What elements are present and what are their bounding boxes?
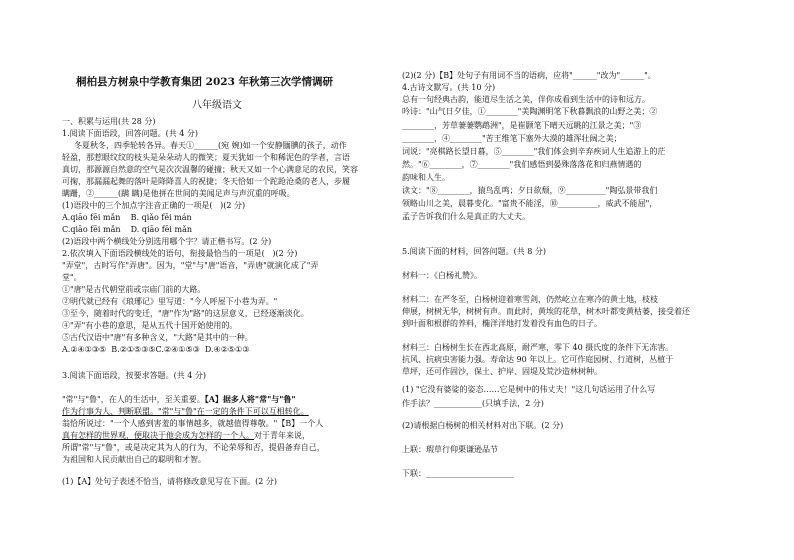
sub-question: (2)请根据白杨树的相关材料对出下联。(2 分)	[402, 421, 564, 430]
question-4-heading: 4.古诗文默写。(共 10 分)	[402, 83, 496, 92]
section-heading: 一、积累与运用(共 28 分)	[62, 117, 156, 126]
text-segment: "常"与"鲁"，在人的生活中，至关重要。	[62, 395, 205, 404]
sub-question: (2)(2 分)【B】处句子有用词不当的语病，应将"______"改为"______"。	[402, 71, 656, 80]
exam-subtitle: 八年级语文	[192, 100, 242, 111]
poem-line: 领略山川之美，晨暮变化。"富贵不能淫，⑩__________，威武不能屈"，	[402, 199, 658, 208]
question-2-heading: 2.依次填入下面语段横线处的语句，衔接最恰当的一项是( )(2 分)	[62, 249, 298, 258]
poem-line: ________，④________"苦王维笔下塞外大漠的雄浑壮阔之美；	[402, 134, 622, 143]
sub-question: (2)语段中两个横线处分别选用哪个字？请正楷书写。(2 分)	[62, 237, 272, 246]
marker-a-text: 【A】据多人将"常"与"鲁"	[204, 394, 296, 404]
paragraph-line: 总有一句经典古韵，能道尽生活之美，伴你成看到生活中的诗和远方。	[402, 95, 650, 104]
paragraph-line: 所谓"常"与"鲁"，或是决定其为人的行为，不论荣辱和否，提倡备弃自己，	[62, 443, 325, 452]
paragraph-line: 堂"。	[62, 273, 82, 282]
couplet-second-line: 下联：______________________	[402, 469, 514, 478]
poem-line: 词说："亮棋路长望日暮，⑤________"我们体会到辛弃疾词人生追游上的茫	[402, 147, 666, 156]
option-line: ③至今，随着时代的变迁，"唐"作为"路"的这层意义，已经逐渐淡化。	[62, 309, 309, 318]
material-line: 材料三：白杨树生长在西北高原，耐严寒，零下 40 摄氏度的条件下无冻害。	[402, 343, 674, 352]
option-line: ②明代就已经有《琅琊记》里写道："今人呼屋下小巷为弄。"	[62, 297, 278, 306]
marker-b-text: 真有怎样的世界观，便取决于他会成为怎样的一个人。	[62, 431, 254, 440]
paragraph-line	[62, 430, 310, 441]
text-segment: 对于青年来说，	[254, 431, 310, 440]
poem-line: 读文："⑧________，猿鸟乱鸣；夕日欲颓，⑨__________"陶弘景带我们	[402, 186, 658, 195]
option-line: ①"唐"是古代朝堂前或宗庙门前的大路。	[62, 285, 206, 294]
couplet-first-line: 上联：瑕草行仰栗谦逊品节	[402, 445, 498, 454]
material-line: 草坪，还可作固沙，保土、护岸、固堤及荒沙造林树种。	[402, 367, 602, 376]
paragraph-line: 作为行事为人、判断联盟。"常"与"鲁"在一定的条件下可以互相转化。	[62, 407, 309, 416]
question-3-heading: 3.阅读下面语段，按要求答题。(共 4 分)	[62, 371, 207, 380]
poem-line: ________，芳草萋萋鹦鹉洲"，是崔颢笔下晴天远眺的江景之美；"③	[402, 121, 642, 130]
paragraph-line: 瞒跚，②______(蹒 瞒)是他拼在世间的美闻足声与声沉重的呼吸。	[62, 189, 295, 198]
option-line: ④"弄"有小巷的意思，是从五代十国开始使用的。	[62, 321, 238, 330]
paragraph-line: 轻盈，那惹眼纹纹的枝头是朵朵动人的微笑；夏天犹如一个和稀泥色的学者，言语	[62, 153, 350, 162]
sub-question: (1) "它没有婆娑的姿态……它是树中的伟丈夫！"这几句话运用了什么写	[402, 385, 656, 394]
paragraph-line: 可掬，那漏漏起舞的落叶是降降喜人的祝捷；冬天恰如一个跎跄沧桑的老人，步履	[62, 177, 350, 186]
option-line: ⑤古代汉语中"唐"有多种含义，"大路"是其中的一种。	[62, 333, 253, 342]
material-line: 材料二：在严冬至，白杨树迎着寒雪剑，仍然屹立在寒冷的黄土地，枝枝	[402, 295, 658, 304]
option-line: C.qiāo fēi mǎn D. qiāo fēi mǎn	[62, 225, 192, 234]
paragraph-line: 真切，那源源自然意的空气是次次温馨的碰撞；秋天又如一个心满意足的农民，笑容	[62, 165, 358, 174]
option-line: A.qiāo fēi mǎn B. qiǎo fēi mán	[62, 213, 192, 222]
poem-line: 然。"⑥________，⑦________"我们感悟到晏殊落落花和归燕情遇的	[402, 160, 642, 169]
paragraph-line: 翁恰所说过："一个人感到害羞的事情越多，就越值得尊敬。"【B】一个人	[62, 419, 324, 428]
exam-title: 桐柏县方树泉中学教育集团 2023 年秋第三次学情调研	[76, 76, 334, 88]
material-line: 抗风、抗病虫害能力强。寿命达 90 年以上。它可作庭园树、行道树，丛植于	[402, 355, 674, 364]
question-1-heading: 1.阅读下面语段，回答问题。(共 4 分)	[62, 129, 199, 138]
material-line: 到叶面和根群的养料，椭洋洋地打发着没有血色的日子。	[402, 319, 602, 328]
paragraph-line	[62, 394, 296, 405]
right-column	[402, 0, 742, 560]
material-line: 材料一：《白杨礼赞》。	[402, 271, 482, 280]
left-column	[62, 0, 390, 560]
paragraph-line: 为祖国和人民贡献出自己的聪明和才智。	[62, 455, 206, 464]
poem-line: 孟子告诉我们什么是真正的大丈夫。	[402, 212, 530, 221]
material-line: 伸展，树树无华，树树有声。而此时，黄埃的花草，树木叶都变黄枯萎，接受着还	[402, 307, 690, 316]
sub-question: (1)【A】处句子表述不恰当，请将修改意见写在下面。(2 分)	[62, 477, 277, 486]
paragraph-line: 冬夏秋冬，四季轮转各异。春天①______(宛 婉)如一个安静腼腆的孩子，动作	[74, 141, 347, 150]
poem-line: 韵味和人生。	[402, 173, 450, 182]
paragraph-line: "弄堂"，古时写作"弄唐"。因为，"堂"与"唐"语音，"弄唐"就演化成了"弄	[62, 261, 319, 270]
poem-line: 吟诗："山气日夕佳，①________"美陶渊明笔下秋暮飘浪的山野之美；②	[402, 107, 658, 116]
sub-question: 作手法？____________(只填手法，2 分)	[402, 399, 544, 408]
question-5-heading: 5.阅读下面的材料，回答问题。(共 8 分)	[402, 247, 547, 256]
answer-options: A.②④①③⑤ B.②①⑤③⑤C.②④①⑤③ D.④②⑤①③	[62, 345, 250, 354]
sub-question: (1)语段中的三个加点字注音正确的一项是( )(2 分)	[62, 201, 246, 210]
